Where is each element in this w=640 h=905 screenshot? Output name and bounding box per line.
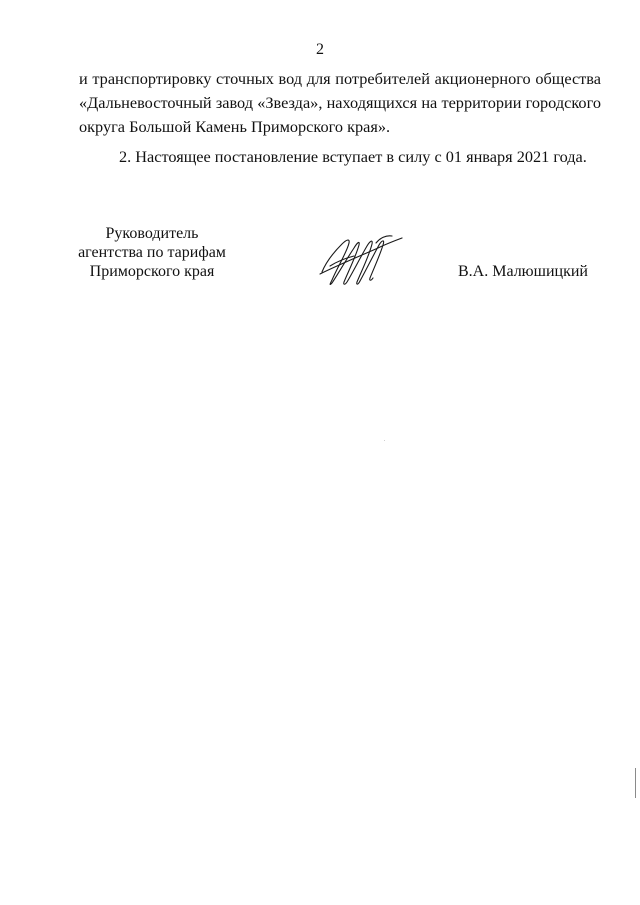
scan-speck [384,440,385,441]
position-line-3: Приморского края [89,263,215,280]
signer-name: В.А. Малюшицкий [458,263,588,280]
scan-edge-mark [635,768,636,798]
page-number: 2 [316,41,324,58]
signatory-position [72,224,232,281]
position-line-2: агентства по тарифам [78,244,226,261]
handwritten-signature-icon [316,226,406,290]
position-line-1: Руководитель [105,225,199,242]
document-body [79,67,601,169]
body-paragraph-1: и транспортировку сточных вод для потребителей акционерного общества «Дальневосточный завод «Звезда», находящихся на территории городского округа Большой Камень Приморского края». [79,69,601,136]
body-paragraph-2: 2. Настоящее постановление вступает в силу с 01 января 2021 года. [119,147,587,166]
